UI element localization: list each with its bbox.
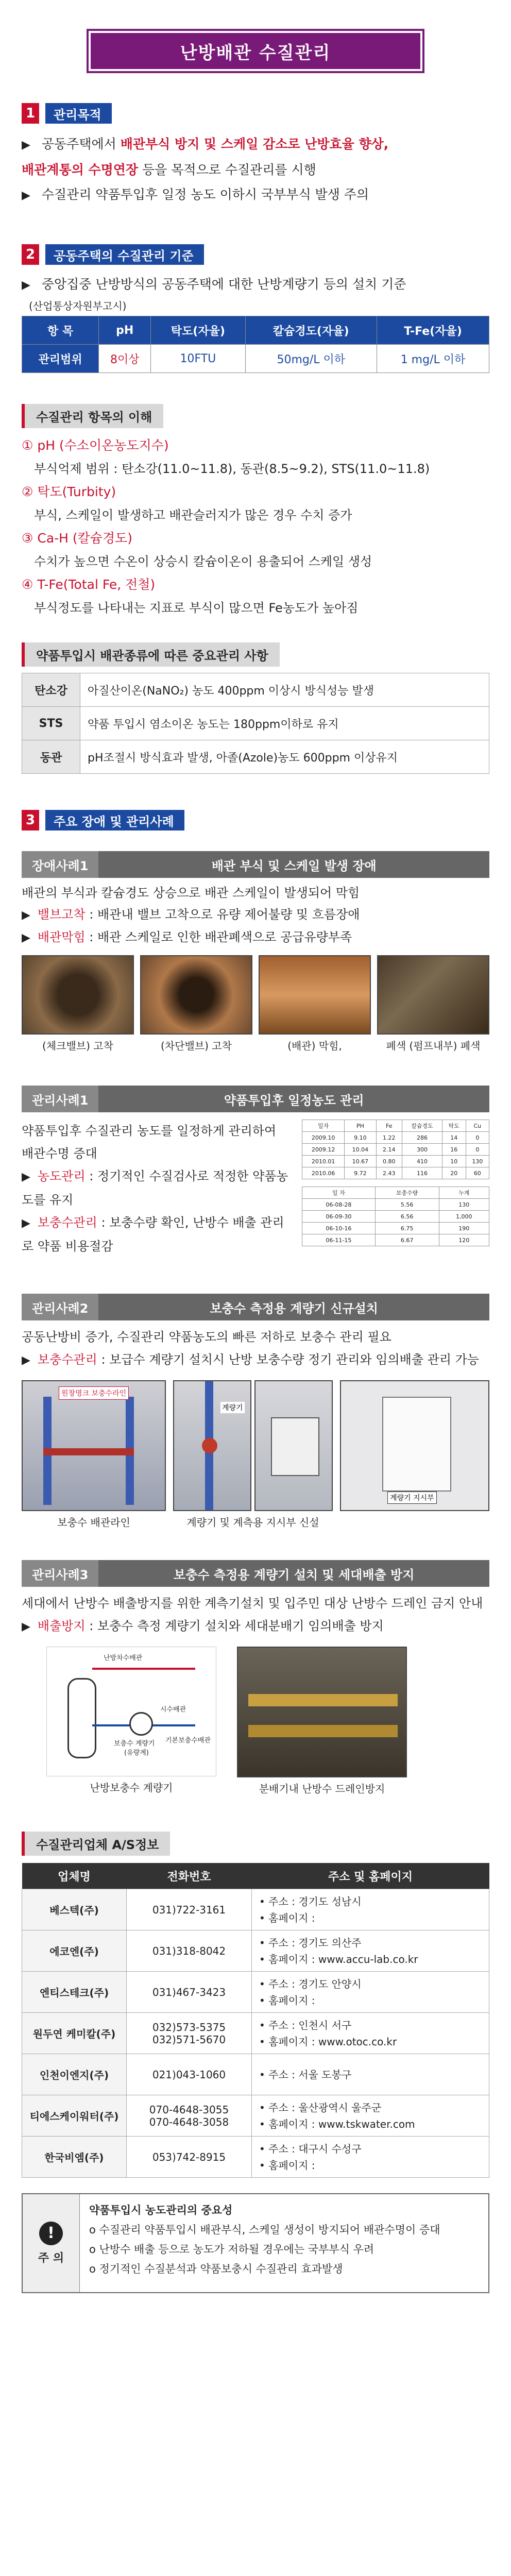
case-1-bullet-2: ▶ 배관막힘 : 배관 스케일로 인한 배관폐색으로 공급유량부족: [22, 930, 352, 944]
table-row: 한국비엠(주) 053)742-8915 • 주소 : 대구시 수성구 • 홈페이지 :: [22, 2137, 489, 2178]
case-4-header: 관리사례3 보충수 측정용 계량기 설치 및 세대배출 방지: [22, 1560, 489, 1587]
case-4-desc: 세대에서 난방수 배출방지를 위한 계측기설치 및 입주민 대상 난방수 드레인 금지 안내: [22, 1596, 483, 1611]
shutoff-valve-photo: [140, 955, 252, 1035]
item-ph-desc: 부식억제 범위 : 탄소강(11.0~11.8), 동관(8.5~9.2), STS(11.0~11.8): [34, 462, 430, 476]
notice-box: [22, 2193, 489, 2293]
triangle-bullet-icon: ▶: [22, 909, 30, 922]
section-2-number: 2: [22, 244, 39, 265]
section-3-header: [22, 810, 511, 831]
table-row: 에코엔(주) 031)318-8042 • 주소 : 경기도 의산주 • 홈페이지 : www.accu-lab.co.kr: [22, 1930, 489, 1972]
item-calcium-title: ③ Ca-H (칼슘경도): [22, 531, 133, 546]
photo-card: (배관) 막힘,: [259, 955, 371, 1053]
case-3-photos: [22, 1380, 489, 1529]
item-turbidity-desc: 부식, 스케일이 발생하고 배관슬러지가 많은 경우 수치 증가: [34, 508, 352, 522]
case-4-figures: [46, 1647, 489, 1795]
case-2-header: 관리사례1 약품투입후 일정농도 관리: [22, 1086, 489, 1112]
supply-line-photo: 원창명크 보충수라인: [22, 1380, 166, 1511]
figure-card: 분배기내 난방수 드레인방지: [237, 1647, 407, 1795]
table-header-row: 업체명 전화번호 주소 및 홈페이지: [22, 1863, 489, 1889]
triangle-bullet-icon: ▶: [22, 279, 30, 292]
table-row: 베스텍(주) 031)722-3161 • 주소 : 경기도 성남시 • 홈페이지 :: [22, 1889, 489, 1930]
case-2-body: [22, 1120, 489, 1258]
figure-card: 난방차수배관 시수배관 보충수 계량기 (유량계) 기본보충수배관 난방보충수 계량기: [46, 1647, 216, 1795]
table-row: 티에스케이워터(주) 070-4648-3055 070-4648-3058 • 주소 : 울산광역시 울주군 • 홈페이지 : www.tskwater.com: [22, 2095, 489, 2137]
page-title: 난방배관 수질관리: [89, 31, 422, 71]
table-row: 인천이엔지(주) 021)043-1060 • 주소 : 서울 도봉구: [22, 2054, 489, 2095]
pipes-table: [22, 673, 489, 774]
case-3-header: 관리사례2 보충수 측정용 계량기 신규설치: [22, 1294, 489, 1320]
section-1-paragraph-1: ▶ 공동주택에서 배관부식 방지 및 스케일 감소로 난방효율 향상, 배관계통의 수명연장 등을 목적으로 수질관리를 시행: [22, 137, 389, 177]
case-2-tables: [302, 1120, 489, 1258]
vendors-header: 수질관리업체 A/S정보: [22, 1832, 511, 1856]
table-cell: 10FTU: [151, 345, 245, 373]
meter-photo: 계량기: [173, 1380, 251, 1511]
meter-diagram: 난방차수배관 시수배관 보충수 계량기 (유량계) 기본보충수배관: [46, 1647, 216, 1776]
row-label: 관리범위: [22, 345, 99, 373]
table-header-row: [22, 316, 489, 345]
triangle-bullet-icon: ▶: [22, 1354, 30, 1367]
pipe-clog-photo: [259, 955, 371, 1035]
section-1-number: 1: [22, 103, 39, 124]
section-2-title: 공동주택의 수질관리 기준: [45, 244, 204, 265]
item-ph-title: ① pH (수소이온농도지수): [22, 438, 169, 453]
photo-card: (체크밸브) 고착: [22, 955, 134, 1053]
case-2-text: 약품투입후 수질관리 농도를 일정하게 관리하여 배관수명 증대 ▶ 농도관리 : 정기적인 수질검사로 적정한 약품농도를 유지 ▶ 보충수관리 : 보충수량 확인, 난방수 배출 관리로 약품 비용절감: [22, 1124, 288, 1253]
item-tfe-title: ④ T-Fe(Total Fe, 전철): [22, 577, 156, 592]
warning-icon: !: [39, 2222, 63, 2245]
section-2-paragraph: ▶ 중앙집중 난방방식의 공동주택에 대한 난방계량기 등의 설치 기준: [22, 277, 406, 292]
pipes-header: 약품투입시 배관종류에 따른 중요관리 사항: [22, 642, 511, 667]
triangle-bullet-icon: ▶: [22, 189, 30, 202]
standards-table: [22, 316, 489, 373]
case-4-bullet: ▶ 배출방지 : 보충수 측정 계량기 설치와 세대분배기 임의배출 방지: [22, 1619, 384, 1633]
table-header: 탁도(자율): [151, 316, 245, 345]
vendors-table: [22, 1863, 489, 2178]
table-row: 원두연 케미칼(주) 032)573-5375 032)571-5670 • 주소 : 인천시 서구 • 홈페이지 : www.otoc.co.kr: [22, 2013, 489, 2054]
photo-card: 원창명크 보충수라인 보충수 배관라인: [22, 1380, 166, 1529]
triangle-bullet-icon: ▶: [22, 1217, 30, 1230]
meter-indicator-photo: 계량기 지시부: [340, 1380, 489, 1511]
section-2-header: [22, 244, 511, 265]
case-1-desc: 배관의 부식과 칼슘경도 상승으로 배관 스케일이 발생되어 막힘: [22, 886, 360, 900]
table-header: 칼슘경도(자율): [245, 316, 377, 345]
table-header: pH: [99, 316, 151, 345]
case-1-photos: [22, 955, 489, 1053]
section-2-source: (산업통상자원부고시): [29, 300, 127, 312]
table-row: 동관 pH조절시 방식효과 발생, 아졸(Azole)농도 600ppm 이상유지: [22, 740, 489, 774]
triangle-bullet-icon: ▶: [22, 139, 30, 151]
triangle-bullet-icon: ▶: [22, 931, 30, 944]
photo-card: (차단밸브) 고착: [140, 955, 252, 1053]
item-tfe-desc: 부식정도를 나타내는 지표로 부식이 많으면 Fe농도가 높아짐: [34, 601, 359, 615]
table-cell: 50mg/L 이하: [245, 345, 377, 373]
case-3-desc: 공동난방비 증가, 수질관리 약품농도의 빠른 저하로 보충수 관리 필요: [22, 1330, 391, 1344]
distributor-photo: [237, 1647, 407, 1777]
table-header: T-Fe(자율): [377, 316, 489, 345]
notice-content: 약품투입시 농도관리의 중요성 o 수질관리 약품투입시 배관부식, 스케일 생성이 방지되어 배관수명이 증대 o 난방수 배출 등으로 농도가 저하될 경우에는 국부부식 우려 o 정기적인 수질분석과 약품보충시 수질관리 효과발생: [89, 2204, 440, 2275]
item-turbidity-title: ② 탁도(Turbity): [22, 484, 116, 499]
table-row: 엔티스테크(주) 031)467-3423 • 주소 : 경기도 안양시 • 홈페이지 :: [22, 1972, 489, 2013]
photo-card: 폐색 (펌프내부) 폐색: [377, 955, 489, 1053]
notice-label: ! 주 의: [23, 2194, 80, 2292]
case-3-bullet: ▶ 보충수관리 : 보급수 계량기 설치시 난방 보충수량 정기 관리와 임의배출 관리 가능: [22, 1352, 479, 1367]
table-row: 탄소강 아질산이온(NaNO₂) 농도 400ppm 이상시 방식성능 발생: [22, 673, 489, 707]
table-row: STS 약품 투입시 염소이온 농도는 180ppm이하로 유지: [22, 707, 489, 740]
triangle-bullet-icon: ▶: [22, 1620, 30, 1633]
triangle-bullet-icon: ▶: [22, 1171, 30, 1183]
item-calcium-desc: 수치가 높으면 수온이 상승시 칼슘이온이 용출되어 스케일 생성: [34, 554, 372, 569]
case-1-bullet-1: ▶ 밸브고착 : 배관내 밸브 고착으로 유량 제어불량 및 흐름장애: [22, 907, 360, 922]
items-header: 수질관리 항목의 이해: [22, 404, 511, 428]
case-1-header: 장애사례1 배관 부식 및 스케일 발생 장애: [22, 851, 489, 878]
section-3-number: 3: [22, 810, 39, 831]
table-header: 항 목: [22, 316, 99, 345]
section-1-title: 관리목적: [45, 103, 112, 124]
section-1-paragraph-2: ▶ 수질관리 약품투입후 일정 농도 이하시 국부부식 발생 주의: [22, 187, 369, 202]
section-3-title: 주요 장애 및 관리사례: [45, 810, 184, 831]
supplement-water-table: 일 자 보충수량 누계 06-08-28 5.56 130 06-09-30 6.56 1,000 06-10-16 6.75 190 06-11-15 6.67 120: [302, 1187, 489, 1246]
section-1-header: [22, 103, 511, 124]
water-analysis-table: 일자 PH Fe 칼슘경도 탁도 Cu 2009.10 9.10 1.22 286 14 0 2009.12 10.04 2.14 300 16 0 2010.01 10.67 0.80 410 10 130 2010.06 9.72 2.43 116 20 60: [302, 1120, 489, 1179]
table-cell: 8이상: [99, 345, 151, 373]
table-row: [22, 345, 489, 373]
table-cell: 1 mg/L 이하: [377, 345, 489, 373]
photo-card: 계량기 계량기 및 계측용 지시부 신설: [173, 1380, 333, 1529]
meter-gauge-photo: [254, 1380, 333, 1511]
photo-card: [340, 1380, 489, 1529]
check-valve-photo: [22, 955, 134, 1035]
pump-clog-photo: [377, 955, 489, 1035]
